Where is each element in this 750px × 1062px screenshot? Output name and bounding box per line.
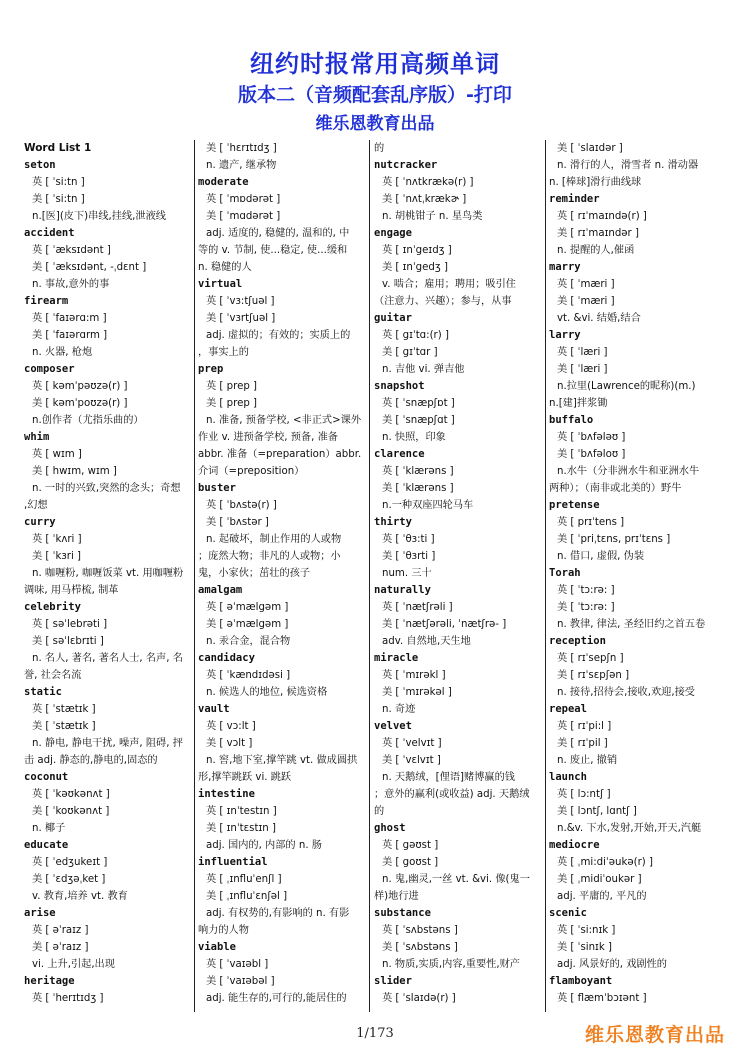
definition-line: n. 胡桃钳子 n. 星鸟类 [382,211,483,222]
pronunciation: 英 [ ˈkəʊkənʌt ] [32,789,110,800]
definition-line: n. 鬼,幽灵,一丝 vt. &vi. 像(鬼一 [382,874,530,885]
pronunciation: 英 [ ˈherɪtɪdʒ ] [32,993,104,1004]
pronunciation: 美 [ hwɪm, wɪm ] [32,466,117,477]
definition-line: 响力的人物 [198,925,249,936]
pronunciation: 美 [ ˈsi:tn ] [32,194,85,205]
pronunciation: 英 [ ˈedʒukeɪt ] [32,857,108,868]
pronunciation: 英 [ prɪˈtens ] [557,517,625,528]
headword: snapshot [374,380,425,392]
pronunciation: 英 [ ˈsi:tn ] [32,177,85,188]
pronunciation: 美 [ ˈhɛrɪtɪdʒ ] [206,143,277,154]
pronunciation: 美 [ rɪˈpil ] [557,738,608,749]
definition-line: num. 三十 [382,568,432,579]
definition-line: n. 椰子 [32,823,66,834]
definition-line: n. 废止, 撤销 [557,755,618,766]
pronunciation: 英 [ ˈlæri ] [557,347,608,358]
headword: larry [549,329,581,341]
definition-line: n. 准备, 预备学校, <非正式>课外 [206,415,362,426]
pronunciation: 美 [ ɪnˈtɛstɪn ] [206,823,276,834]
pronunciation: 英 [ gəʊst ] [382,840,439,851]
pronunciation: 美 [ ˌmidiˈoukər ] [557,874,642,885]
definition-line: ；庞然大物；非凡的人或物；小 [198,551,341,562]
pronunciation: 美 [ ˈæksɪdənt, -ˌdɛnt ] [32,262,147,273]
headword: scenic [549,907,587,919]
headword: composer [24,363,75,375]
headword: arise [24,907,56,919]
pronunciation: 美 [ ˈmɑdərət ] [206,211,281,222]
pronunciation: 英 [ səˈlebrəti ] [32,619,108,630]
pronunciation: 英 [ ˈvaɪəbl ] [206,959,269,970]
page-number: 1/173 [356,1026,394,1041]
headword: viable [198,941,236,953]
headword: whim [24,431,50,443]
pronunciation: 美 [ ˈnætʃərəli, ˈnætʃrə- ] [382,619,507,630]
pronunciation: 美 [ ˈvɜrtʃuəl ] [206,313,276,324]
definition-line: n. 奇迹 [382,704,416,715]
pronunciation: 英 [ kəmˈpəʊzə(r) ] [32,381,128,392]
pronunciation: 美 [ goʊst ] [382,857,439,868]
pronunciation: 英 [ vɔ:lt ] [206,721,256,732]
pronunciation: 美 [ ɪnˈgedʒ ] [382,262,448,273]
headword: heritage [24,975,75,987]
pronunciation: 美 [ vɔlt ] [206,738,253,749]
definition-line: n. 遗产, 继承物 [206,160,277,171]
pronunciation: 英 [ ˌmi:diˈəukə(r) ] [557,857,653,868]
definition-line: 鬼，小家伙；茁壮的孩子 [198,568,311,579]
definition-line: n. 起破坏，制止作用的人或物 [206,534,342,545]
headword: nutcracker [374,159,438,171]
definition-line: v. 教育,培养 vt. 教育 [32,891,128,902]
pronunciation: 英 [ ˈtɔ:rə: ] [557,585,615,596]
pronunciation: 英 [ ˈkændɪdəsi ] [206,670,291,681]
pronunciation: 美 [ əˈmælgəm ] [206,619,289,630]
headword: buffalo [549,414,594,426]
pronunciation: 美 [ ˈsʌbstəns ] [382,942,458,953]
pronunciation: 英 [ ˈsnæpʃɒt ] [382,398,455,409]
headword: ghost [374,822,406,834]
pronunciation: 美 [ əˈraɪz ] [32,942,89,953]
definition-line: adj. 虚拟的；有效的；实质上的 [206,330,351,341]
headword: celebrity [24,601,81,613]
definition-line: n. 接待,招待会,接收,欢迎,接受 [557,687,695,698]
headword: accident [24,227,75,239]
column-divider [194,140,195,1012]
pronunciation: 英 [ ˈsʌbstəns ] [382,925,458,936]
document-subtitle: 版本二（音频配套乱序版）-打印 [238,84,512,106]
pronunciation: 美 [ ˈvɛlvɪt ] [382,755,441,766]
headword: reception [549,635,606,647]
definition-line: 调味, 用马栉梳, 制革 [24,585,119,596]
pronunciation: 英 [ ˈsi:nɪk ] [557,925,616,936]
definition-line: adj. 有权势的,有影响的 n. 有影 [206,908,350,919]
definition-line: n. 滑行的人，滑雪者 n. 滑动器 [557,160,699,171]
headword: amalgam [198,584,243,596]
headword: intestine [198,788,255,800]
definition-line: ,幻想 [24,500,48,511]
pronunciation: 英 [ ɪnˈgeɪdʒ ] [382,245,452,256]
headword: thirty [374,516,412,528]
pronunciation: 英 [ rɪˈsepʃn ] [557,653,624,664]
definition-line: 誉, 社会名流 [24,670,82,681]
pronunciation: 英 [ prep ] [206,381,258,392]
pronunciation: 英 [ ˈbʌstə(r) ] [206,500,277,511]
headword: prep [198,363,224,375]
pronunciation: 美 [ səˈlɛbrɪti ] [32,636,104,647]
headword: launch [549,771,587,783]
pronunciation: 美 [ ˈɛdʒəˌket ] [32,874,106,885]
definition-line: adj. 风景好的, 戏剧性的 [557,959,667,970]
headword: Torah [549,567,581,579]
definition-line: adv. 自然地,天生地 [382,636,471,647]
headword: slider [374,975,412,987]
pronunciation: 英 [ ˈklærəns ] [382,466,454,477]
pronunciation: 美 [ ˈfaɪərɑrm ] [32,330,108,341]
definition-line: ，事实上的 [198,347,249,358]
definition-line: n. 天鹅绒，[俚语]赌博赢的钱 [382,772,515,783]
pronunciation: 英 [ ˈθɜ:ti ] [382,534,435,545]
pronunciation: 美 [ ˈmæri ] [557,296,615,307]
pronunciation: 美 [ ˈθɜrti ] [382,551,436,562]
definition-line: n. 咖喱粉, 咖喱饭菜 vt. 用咖喱粉 [32,568,184,579]
pronunciation: 英 [ ˈnætʃrəli ] [382,602,453,613]
pronunciation: 美 [ ˈkɜri ] [32,551,81,562]
pronunciation: 美 [ ˈbʌstər ] [206,517,269,528]
pronunciation: 英 [ ˈæksɪdənt ] [32,245,111,256]
headword: curry [24,516,56,528]
word-column-3 [374,140,544,1012]
word-column-2 [198,140,368,1012]
headword: repeal [549,703,587,715]
pronunciation: 英 [ ˈkʌri ] [32,534,82,545]
definition-line: adj. 平庸的, 平凡的 [557,891,647,902]
definition-line: n.[医](皮下)串线,挂线,泄液线 [32,211,166,222]
definition-line: n. 火器, 枪炮 [32,347,93,358]
headword: marry [549,261,581,273]
pronunciation: 美 [ ˈstætɪk ] [32,721,96,732]
pronunciation: 英 [ ˌɪnfluˈenʃl ] [206,874,282,885]
headword: moderate [198,176,249,188]
definition-line: 击 adj. 静态的,静电的,固态的 [24,755,158,766]
pronunciation: 美 [ ˈmɪrəkəl ] [382,687,452,698]
pronunciation: 美 [ gɪˈtɑr ] [382,347,438,358]
definition-line: n. 事故,意外的事 [32,279,110,290]
definition-line: n.水牛（分非洲水牛和亚洲水牛 [557,466,700,477]
definition-line: 形,撑竿跳跃 vi. 跳跃 [198,772,292,783]
definition-line: n. 教律, 律法, 圣经旧约之首五卷 [557,619,706,630]
pronunciation: 英 [ flæmˈbɔɪənt ] [557,993,647,1004]
definition-line: 的 [374,143,385,154]
headword: miracle [374,652,419,664]
definition-line: n. 快照，印象 [382,432,446,443]
pronunciation: 英 [ ˈnʌtkrækə(r) ] [382,177,474,188]
headword: substance [374,907,431,919]
pronunciation: 英 [ ˈmɒdərət ] [206,194,281,205]
pronunciation: 英 [ wɪm ] [32,449,82,460]
pronunciation: 美 [ lɔntʃ, lɑntʃ ] [557,806,637,817]
definition-line: vi. 上升,引起,出现 [32,959,115,970]
definition-line: n. 一时的兴致,突然的念头；奇想 [32,483,181,494]
publisher-line: 维乐恩教育出品 [315,114,435,134]
definition-line: adj. 国内的, 内部的 n. 肠 [206,840,322,851]
definition-line: n. 汞合金，混合物 [206,636,291,647]
definition-line: adj. 能生存的,可行的,能居住的 [206,993,347,1004]
pronunciation: 英 [ ˈmɪrəkl ] [382,670,446,681]
word-column-1 [24,140,194,1012]
pronunciation: 英 [ ɪnˈtestɪn ] [206,806,277,817]
headword: reminder [549,193,600,205]
headword: seton [24,159,56,171]
pronunciation: 英 [ əˈraɪz ] [32,925,89,936]
pronunciation: 美 [ rɪˈsɛpʃən ] [557,670,630,681]
pronunciation: 英 [ ˈvɜ:tʃuəl ] [206,296,275,307]
headword: static [24,686,62,698]
definition-line: n.一种双座四轮马车 [382,500,474,511]
headword: clarence [374,448,425,460]
pronunciation: 美 [ prep ] [206,398,258,409]
pronunciation: 英 [ əˈmælgəm ] [206,602,289,613]
headword: mediocre [549,839,600,851]
definition-line: n.创作者（尤指乐曲的） [32,415,144,426]
headword: coconut [24,771,69,783]
headword: flamboyant [549,975,613,987]
pronunciation: 英 [ ˈmæri ] [557,279,615,290]
definition-line: n. [棒球]滑行曲线球 [549,177,642,188]
definition-line: n. 借口, 虚假, 伪装 [557,551,645,562]
definition-line: n.[建]拌浆锄 [549,398,608,409]
word-column-4 [549,140,721,1012]
definition-line: ；意外的赢利(或收益) adj. 天鹅绒 [374,789,530,800]
headword: engage [374,227,412,239]
definition-line: n. 名人, 著名, 著名人士, 名声, 名 [32,653,183,664]
definition-line: adj. 适度的, 稳健的, 温和的, 中 [206,228,350,239]
pronunciation: 英 [ ˈslaɪdə(r) ] [382,993,456,1004]
definition-line: abbr. 准备（=preparation）abbr. [198,449,362,460]
pronunciation: 英 [ ˈfaɪərɑ:m ] [32,313,107,324]
headword: guitar [374,312,412,324]
headword: firearm [24,295,69,307]
definition-line: n.拉里(Lawrence的昵称)(m.) [557,381,696,392]
pronunciation: 美 [ ˌɪnfluˈɛnʃəl ] [206,891,288,902]
pronunciation: 英 [ rɪˈmaɪndə(r) ] [557,211,647,222]
definition-line: n.&v. 下水,发射,开始,开天,汽艇 [557,823,702,834]
definition-line: n. 物质,实质,内容,重要性,财产 [382,959,520,970]
definition-line: v. 啮合；雇用；聘用；吸引住 [382,279,516,290]
headword: velvet [374,720,412,732]
pronunciation: 英 [ rɪˈpi:l ] [557,721,612,732]
definition-line: vt. &vi. 结婚,结合 [557,313,641,324]
definition-line: 样)地行进 [374,891,419,902]
headword: naturally [374,584,431,596]
pronunciation: 英 [ lɔ:ntʃ ] [557,789,611,800]
word-list-heading: Word List 1 [24,142,92,154]
pronunciation: 美 [ ˈnʌtˌkrækɚ ] [382,194,467,205]
document-title: 纽约时报常用高频单词 [250,50,500,78]
pronunciation: 美 [ ˈvaɪəbəl ] [206,976,275,987]
definition-line: 的 [374,806,385,817]
pronunciation: 美 [ ˈpriˌtɛns, prɪˈtɛns ] [557,534,671,545]
pronunciation: 美 [ kəmˈpoʊzə(r) ] [32,398,128,409]
definition-line: n. 候选人的地位, 候选资格 [206,687,328,698]
definition-line: 作业 v. 进预备学校, 预备, 准备 [198,432,338,443]
pronunciation: 美 [ ˈklærəns ] [382,483,454,494]
column-divider [545,140,546,1012]
pronunciation: 英 [ ˈstætɪk ] [32,704,96,715]
headword: candidacy [198,652,255,664]
definition-line: n. 吉他 vi. 弹吉他 [382,364,465,375]
pronunciation: 英 [ ˈbʌfələʊ ] [557,432,626,443]
definition-line: （注意力、兴趣）；参与，从事 [374,296,512,307]
pronunciation: 美 [ ˈslaɪdər ] [557,143,623,154]
headword: virtual [198,278,243,290]
definition-line: 两种）；（南非或北美的）野牛 [549,483,682,494]
pronunciation: 美 [ ˈtɔ:rə: ] [557,602,615,613]
headword: buster [198,482,236,494]
headword: educate [24,839,69,851]
definition-line: 介词（=preposition） [198,466,305,477]
pronunciation: 美 [ ˈsnæpʃɑt ] [382,415,455,426]
headword: influential [198,856,268,868]
column-divider [369,140,370,1012]
pronunciation: 美 [ ˈbʌfəloʊ ] [557,449,626,460]
pronunciation: 美 [ rɪˈmaɪndər ] [557,228,639,239]
definition-line: n. 静电, 静电干扰, 噪声, 阻碍, 抨 [32,738,183,749]
pronunciation: 美 [ ˈkoʊkənʌt ] [32,806,110,817]
definition-line: n. 提醒的人,催函 [557,245,635,256]
pronunciation: 美 [ ˈsinɪk ] [557,942,612,953]
definition-line: n. 稳健的人 [198,262,252,273]
headword: pretense [549,499,600,511]
watermark: 维乐恩教育出品 [585,1024,726,1046]
pronunciation: 英 [ ˈvelvɪt ] [382,738,442,749]
headword: vault [198,703,230,715]
pronunciation: 英 [ gɪˈtɑ:(r) ] [382,330,449,341]
definition-line: n. 窖,地下室,撑竿跳 vt. 做成圆拱 [206,755,358,766]
definition-line: 等的 v. 节制, 使...稳定, 使...缓和 [198,245,348,256]
pronunciation: 美 [ ˈlæri ] [557,364,608,375]
